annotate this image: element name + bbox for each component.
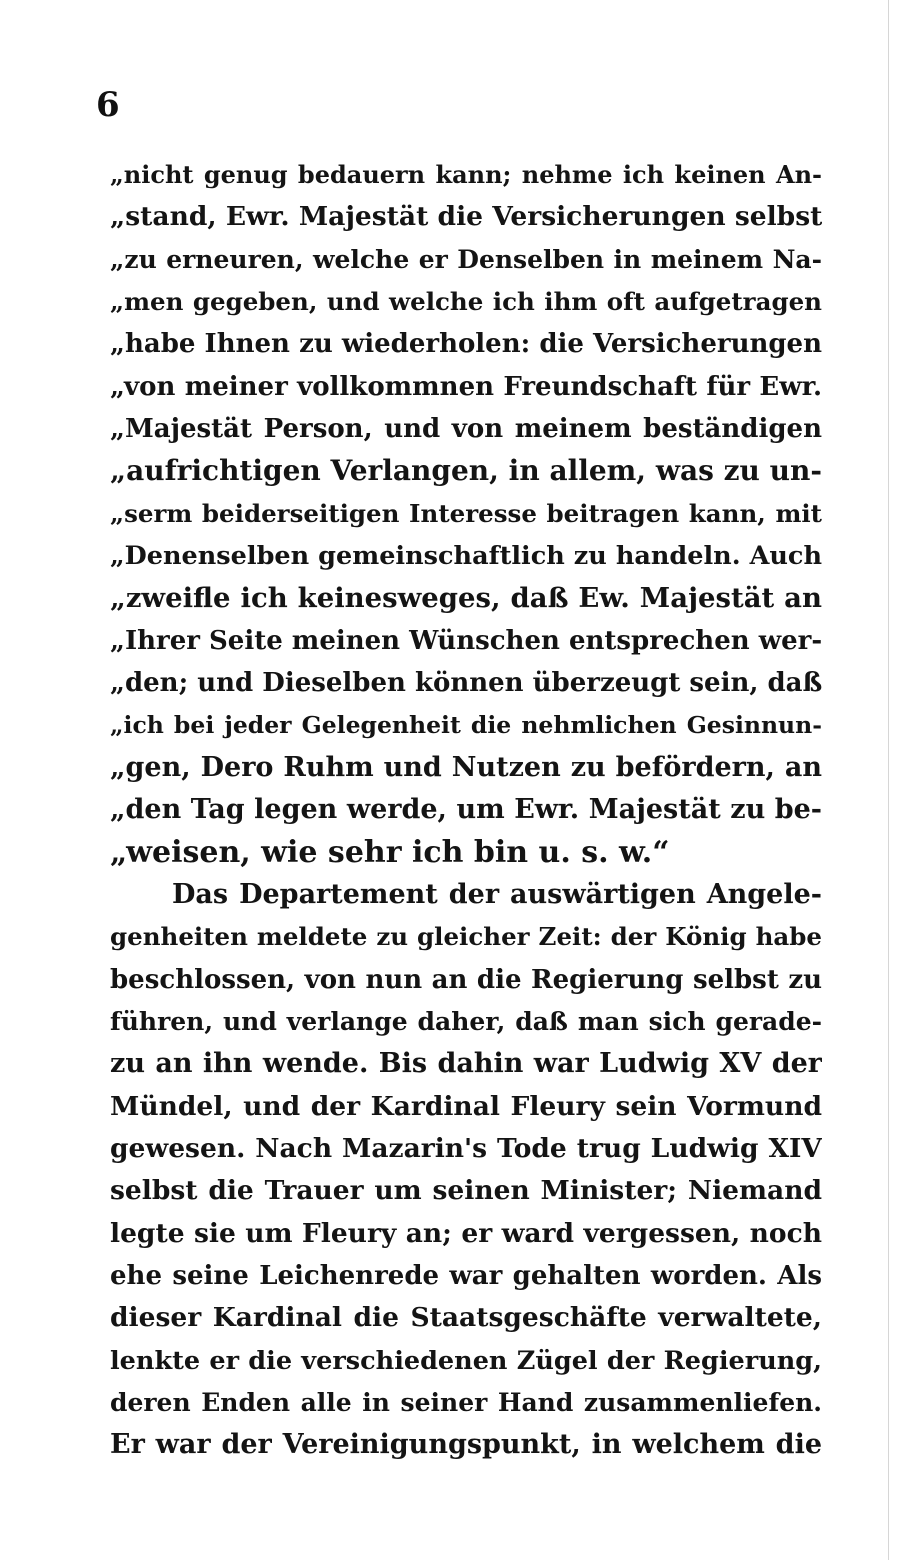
text-line: legte sie um Fleury an; er ward vergessen, noch xyxy=(110,1217,822,1249)
text-line: lenkte er die verschiedenen Zügel der Regierung, xyxy=(110,1345,822,1376)
text-line: „den Tag legen werde, um Ewr. Majestät zu be- xyxy=(110,794,822,826)
text-line: „habe Ihnen zu wiederholen: die Versicherungen xyxy=(110,329,822,360)
text-line: „aufrichtigen Verlangen, in allem, was zu un- xyxy=(110,454,822,488)
text-line: „men gegeben, und welche ich ihm oft aufgetragen xyxy=(110,287,822,317)
text-line: „von meiner vollkommnen Freundschaft für Ewr. xyxy=(110,371,822,402)
text-line: „nicht genug bedauern kann; nehme ich keinen An- xyxy=(110,160,822,189)
text-line: Mündel, und der Kardinal Fleury sein Vormund xyxy=(110,1090,822,1122)
text-line: Er war der Vereinigungspunkt, in welchem die xyxy=(110,1429,822,1461)
text-line: „Denenselben gemeinschaftlich zu handeln. Auch xyxy=(110,541,822,572)
text-line: „ich bei jeder Gelegenheit die nehmlichen Gesinnun- xyxy=(110,711,822,740)
text-line: „Majestät Person, und von meinem beständigen xyxy=(110,414,822,445)
text-line: ehe seine Leichenrede war gehalten worden. Als xyxy=(110,1260,822,1291)
text-line: „den; und Dieselben können überzeugt sein, daß xyxy=(110,668,822,699)
text-line: selbst die Trauer um seinen Minister; Niemand xyxy=(110,1175,822,1207)
text-line: dieser Kardinal die Staatsgeschäfte verwaltete, xyxy=(110,1302,822,1334)
body-text xyxy=(110,154,822,1467)
scan-edge-line xyxy=(888,0,889,1560)
text-line: „zweifle ich keinesweges, daß Ew. Majestät an xyxy=(110,582,822,615)
text-line: „weisen, wie sehr ich bin u. s. w.“ xyxy=(110,834,670,870)
text-line: Das Departement der auswärtigen Angele- xyxy=(172,878,822,910)
text-line: „serm beiderseitigen Interesse beitragen kann, mit xyxy=(110,498,822,528)
text-line: „gen, Dero Ruhm und Nutzen zu befördern, an xyxy=(110,751,822,783)
text-line: „zu erneuren, welche er Denselben in meinem Na- xyxy=(110,244,822,274)
text-line: deren Enden alle in seiner Hand zusammenliefen. xyxy=(110,1387,822,1417)
text-line: genheiten meldete zu gleicher Zeit: der König habe xyxy=(110,922,822,952)
text-line: „Ihrer Seite meinen Wünschen entsprechen wer- xyxy=(110,625,822,656)
text-line: führen, und verlange daher, daß man sich gerade- xyxy=(110,1006,822,1036)
text-line: „stand, Ewr. Majestät die Versicherungen selbst xyxy=(110,201,822,233)
text-line: beschlossen, von nun an die Regierung selbst zu xyxy=(110,964,822,995)
page-number: 6 xyxy=(96,85,120,125)
text-line: zu an ihn wende. Bis dahin war Ludwig XV der xyxy=(110,1048,822,1080)
text-line: gewesen. Nach Mazarin's Tode trug Ludwig XIV xyxy=(110,1132,822,1164)
